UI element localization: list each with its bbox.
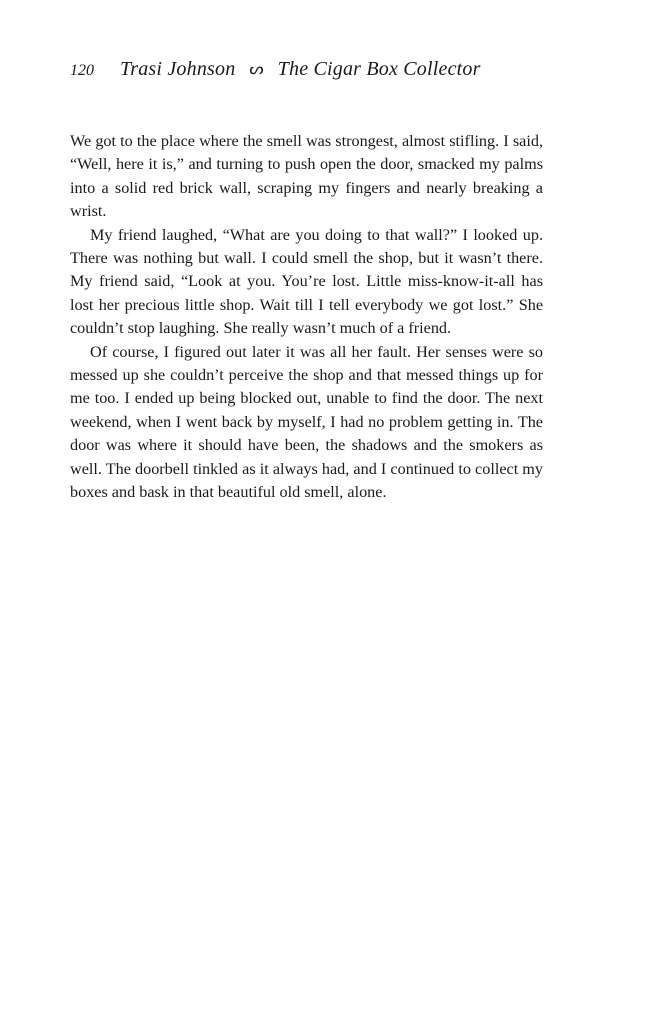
running-header xyxy=(70,58,550,82)
paragraph-1: We got to the place where the smell was strongest, almost stifling. I said, “Well, here it is,” and turning to push open the door, smacked my palms into a solid red brick wall, scraping my fingers and nearly breaking a wrist. xyxy=(70,132,543,221)
header-author: Trasi Johnson xyxy=(120,58,236,80)
body-text xyxy=(70,130,543,505)
page-number: 120 xyxy=(70,62,94,79)
paragraph-2: My friend laughed, “What are you doing to that wall?” I looked up. There was nothing but wall. I could smell the shop, but it wasn’t there. My friend said, “Look at you. You’re lost. Little miss-know-it-all has lost her precious little shop. Wait till I tell everybody we got lost.” She couldn’t stop laughing. She really wasn’t much of a friend. xyxy=(70,225,543,338)
header-book-title: The Cigar Box Collector xyxy=(277,58,481,80)
paragraph-3: Of course, I figured out later it was all her fault. Her senses were so messed up she couldn’t perceive the shop and that messed things up for me too. I ended up being blocked out, unable to find the door. The next weekend, when I went back by myself, I had no problem getting in. The door was where it should have been, the shadows and the smokers as well. The doorbell tinkled as it always had, and I continued to collect my boxes and bask in that beautiful old smell, alone. xyxy=(70,342,543,502)
ornament-icon: ᔕ xyxy=(249,61,264,78)
